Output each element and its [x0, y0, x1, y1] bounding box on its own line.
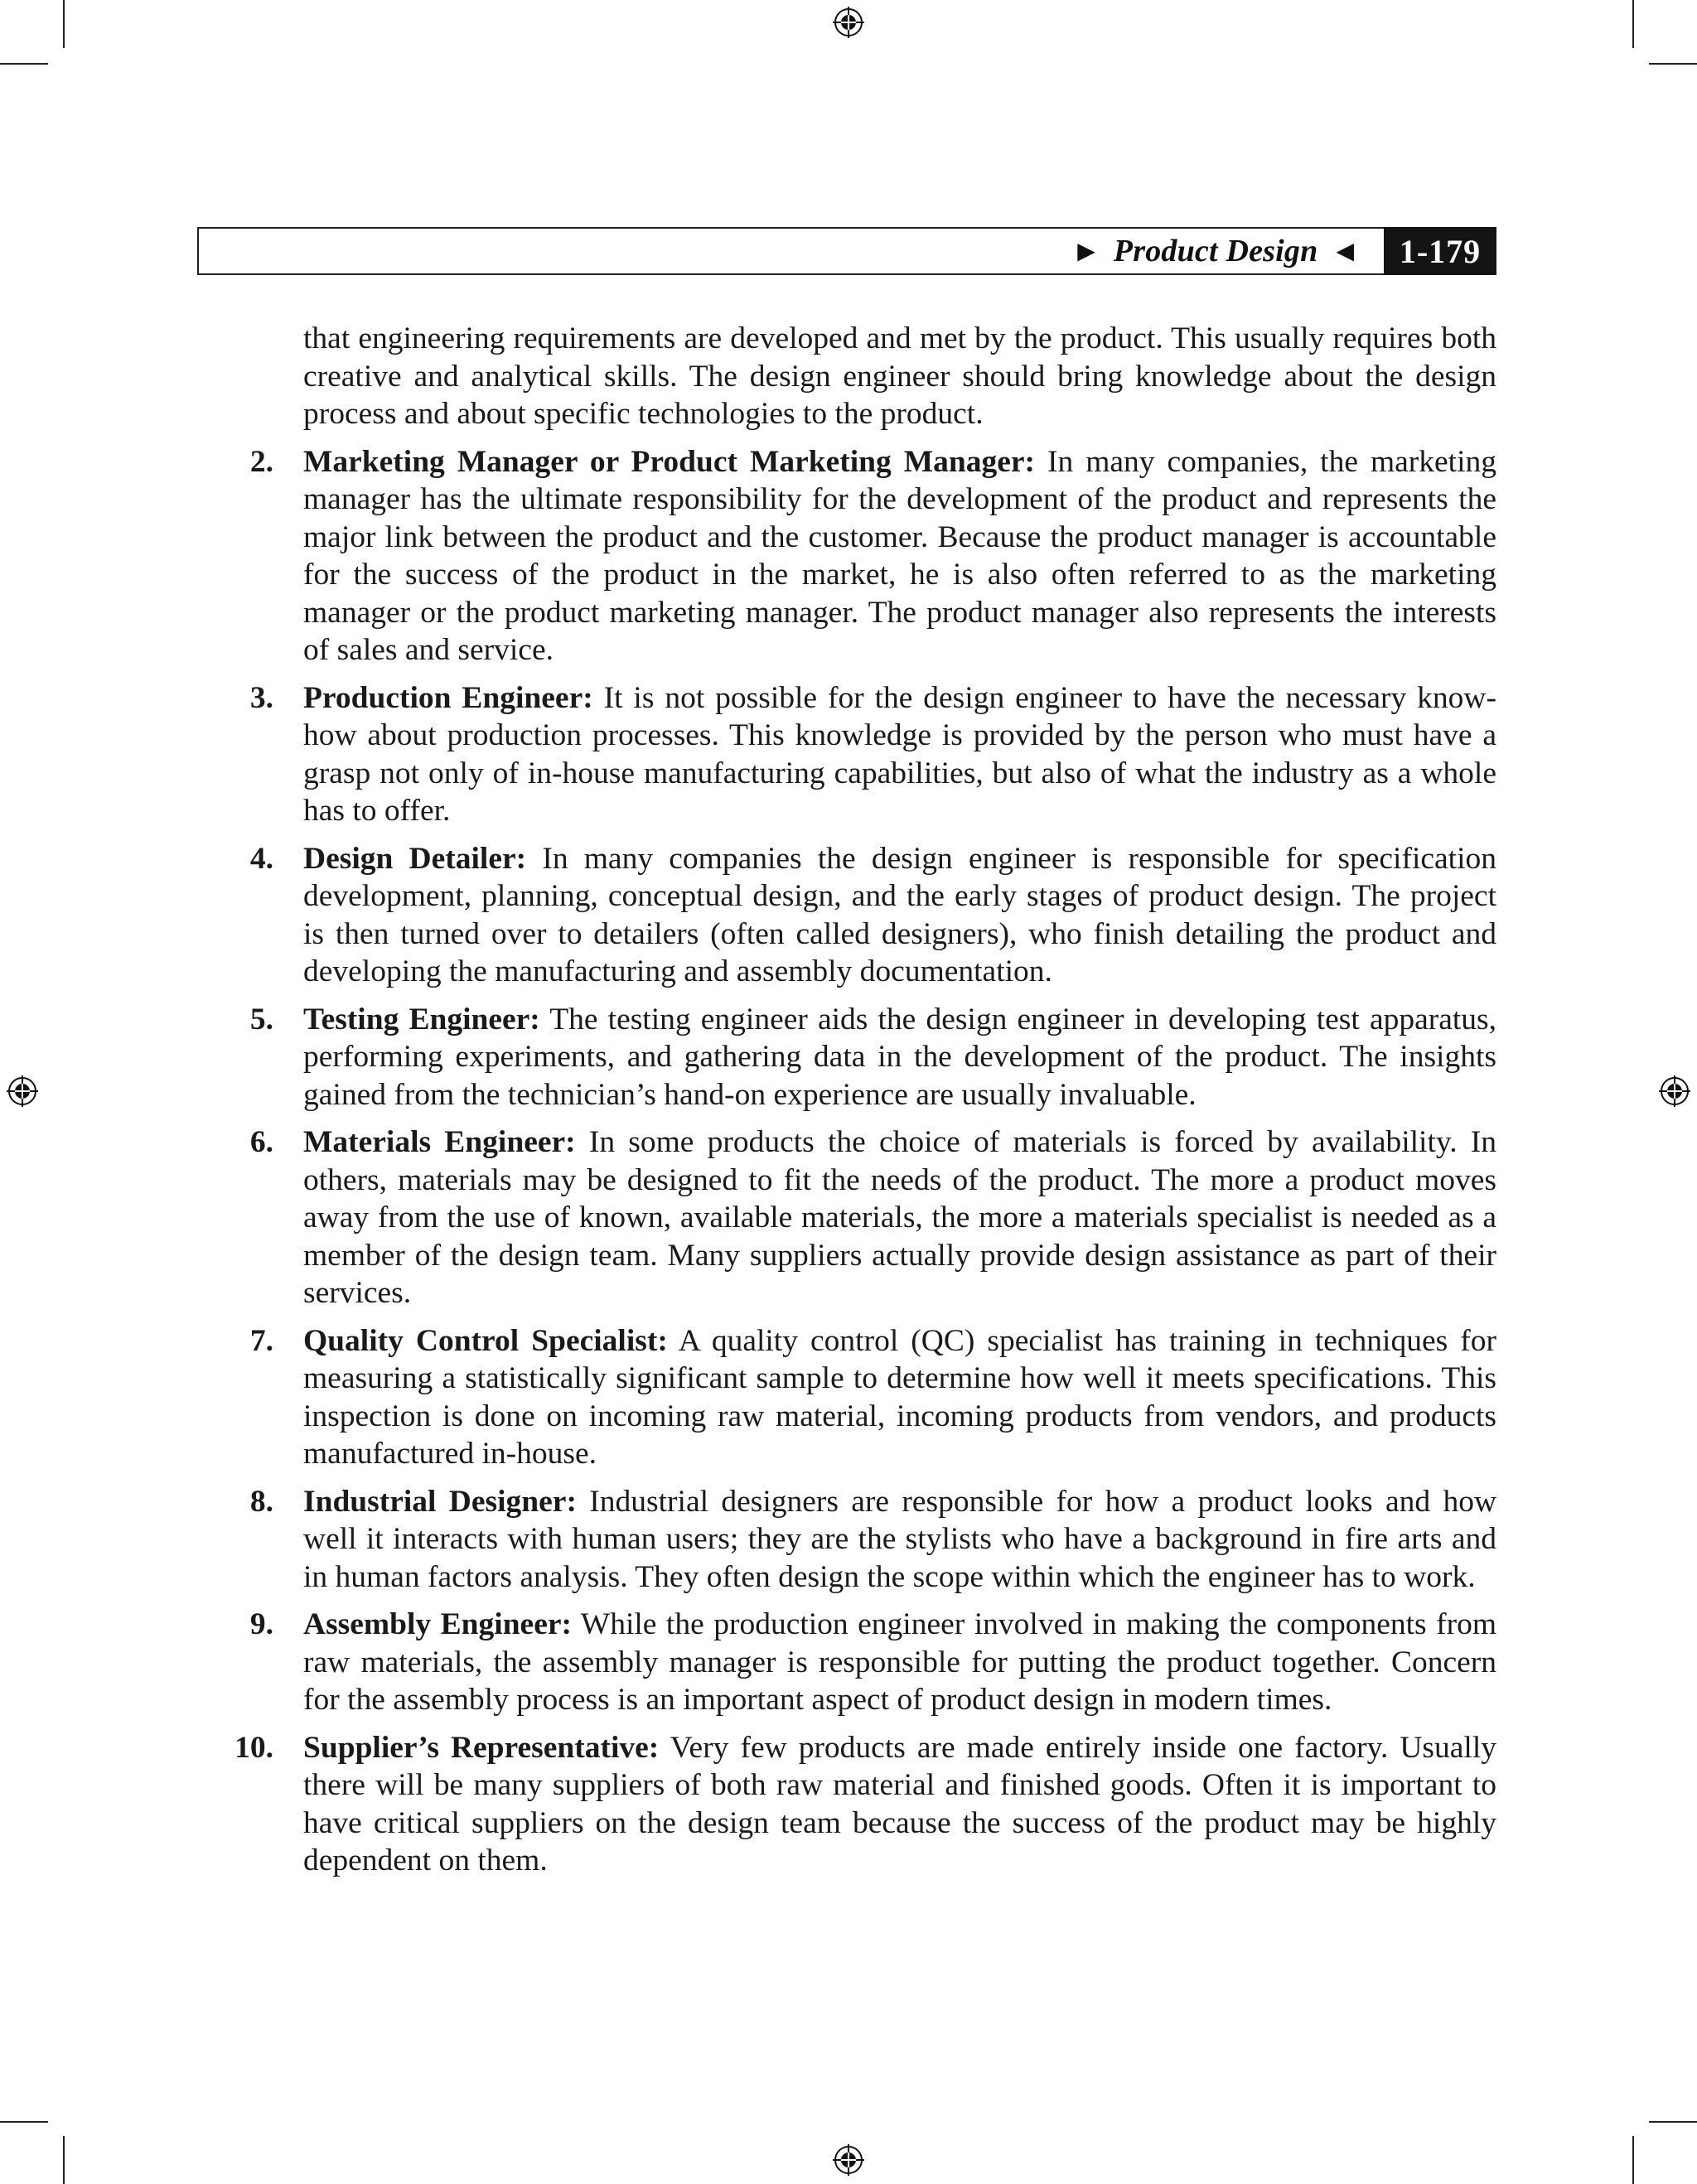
- crop-mark-top-left: [63, 0, 65, 48]
- list-item-text: The testing engineer aids the design engineer in developing test apparatus, performing experiments, and gathering data in the development of the product. The insights gained from the technician’s hand-on experience are usually invaluable.: [303, 1002, 1496, 1112]
- list-item-number: 10.: [234, 1730, 273, 1765]
- list-item: [197, 443, 1496, 669]
- chapter-title: Product Design: [1113, 234, 1318, 268]
- registration-mark-left-icon: [7, 1075, 38, 1107]
- list-item-number: 3.: [249, 680, 273, 715]
- list-item-term: Quality Control Specialist:: [303, 1323, 668, 1358]
- list-item-term: Industrial Designer:: [303, 1484, 577, 1519]
- crop-mark-bottom-right: [1632, 2136, 1634, 2184]
- registration-mark-bottom-icon: [833, 2144, 864, 2176]
- list-item-number: 4.: [249, 841, 273, 876]
- list-item-term: Design Detailer:: [303, 841, 527, 876]
- crop-mark-top-right-h: [1649, 63, 1697, 65]
- list-item-number: 7.: [249, 1323, 273, 1358]
- registration-mark-top-icon: [833, 7, 864, 38]
- list-item-text: Industrial designers are responsible for how a product looks and how well it interacts with human users; they are the stylists who have a background in fire arts and in human factors analysis. They often design the scope within which the engineer has to work.: [303, 1484, 1497, 1594]
- list-item-term: Testing Engineer:: [303, 1002, 540, 1036]
- list-item-number: 5.: [249, 1002, 273, 1036]
- triangle-left-icon: ◀: [1336, 237, 1354, 264]
- list-item-number: 9.: [249, 1607, 273, 1641]
- list-item-number: 8.: [249, 1484, 273, 1519]
- list-item: [197, 840, 1496, 991]
- registration-mark-right-icon: [1659, 1075, 1690, 1107]
- list-item-term: Production Engineer:: [303, 680, 593, 715]
- list-item-number: 2.: [249, 444, 273, 479]
- list-item-text: Very few products are made entirely inside one factory. Usually there will be many suppliers of both raw material and finished goods. Often it is important to have critical suppliers on the design team because the success of the product may be highly dependent on them.: [303, 1730, 1497, 1877]
- header-title-group: [1077, 229, 1354, 273]
- list-item-text: In some products the choice of materials is forced by availability. In others, materials may be designed to fit the needs of the product. The more a product moves away from the use of known, available materials, the more a materials specialist is needed as a member of the design team. Many suppliers actually provide design assistance as part of their services.: [303, 1125, 1497, 1310]
- crop-mark-bottom-right-h: [1649, 2121, 1697, 2123]
- list-item: [197, 1606, 1496, 1719]
- crop-mark-top-right: [1632, 0, 1634, 48]
- list-item-term: Marketing Manager or Product Marketing Manager:: [303, 444, 1036, 479]
- list-item-number: 6.: [249, 1125, 273, 1159]
- list-item: [197, 1729, 1496, 1880]
- list-item-term: Assembly Engineer:: [303, 1607, 572, 1641]
- list-item-text: In many companies the design engineer is responsible for specification development, planning, conceptual design, and the early stages of product design. The project is then turned over to detailers (often called designers), who finish detailing the product and developing the manufacturing and assembly documentation.: [303, 841, 1496, 988]
- list-item-text: It is not possible for the design engineer to have the necessary know-how about production processes. This knowledge is provided by the person who must have a grasp not only of in-house manufacturing capabilities, but also of what the industry as a whole has to offer.: [303, 680, 1496, 828]
- triangle-right-icon: ▶: [1077, 237, 1095, 264]
- list-item-term: Materials Engineer:: [303, 1125, 576, 1159]
- list-item: [197, 1123, 1496, 1312]
- list-item-text: While the production engineer involved in making the components from raw materials, the assembly manager is responsible for putting the product together. Concern for the assembly process is an important aspect of product design in modern times.: [303, 1607, 1496, 1717]
- list-item-term: Supplier’s Representative:: [303, 1730, 660, 1765]
- list-item: [197, 1322, 1496, 1473]
- crop-mark-bottom-left-h: [0, 2121, 48, 2123]
- list-item: [197, 679, 1496, 830]
- crop-mark-top-left-h: [0, 63, 48, 65]
- running-header: [197, 227, 1496, 275]
- list-item: [197, 1001, 1496, 1114]
- list-item-text: In many companies, the marketing manager has the ultimate responsibility for the development of the product and represents the major link between the product and the customer. Because the product manager is accountable for the success of the product in the market, he is also often referred to as the marketing manager or the product marketing manager. The product manager also represents the interests of sales and service.: [303, 444, 1496, 667]
- list-item: [197, 1483, 1496, 1597]
- continued-paragraph: that engineering requirements are developed and met by the product. This usually requires both creative and analytical skills. The design engineer should bring knowledge about the design process and about specific technologies to the product.: [303, 321, 1496, 431]
- list-item-text: A quality control (QC) specialist has training in techniques for measuring a statistically significant sample to determine how well it meets specifications. This inspection is done on incoming raw material, incoming products from vendors, and products manufactured in-house.: [303, 1323, 1496, 1471]
- crop-mark-bottom-left: [63, 2136, 65, 2184]
- page-number: 1-179: [1384, 227, 1496, 275]
- page-body: [197, 320, 1496, 1880]
